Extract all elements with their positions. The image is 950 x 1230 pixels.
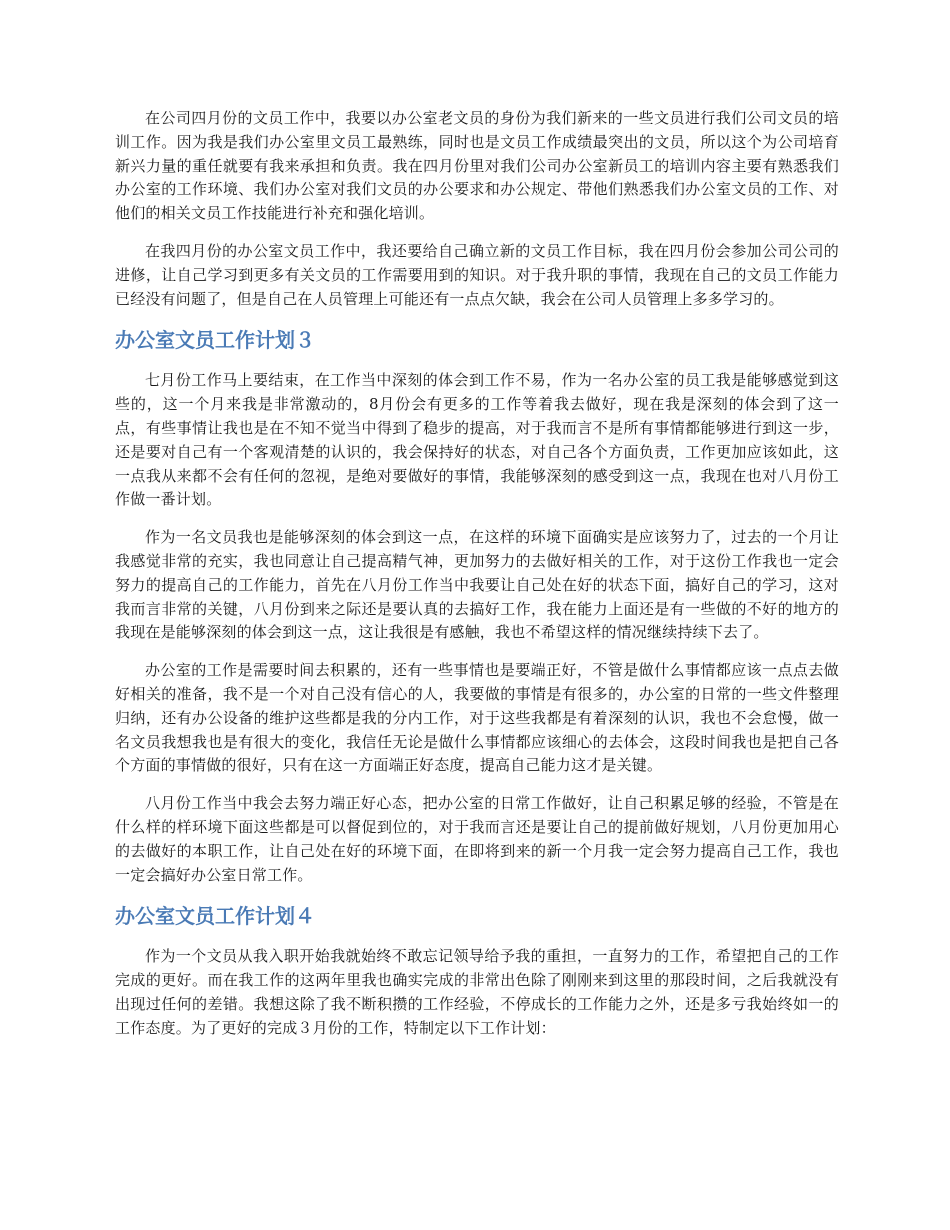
section-plan-3	[115, 325, 839, 887]
paragraph: 办公室的工作是需要时间去积累的，还有一些事情也是要端正好，不管是做什么事情都应该一点点去做好相关的准备，我不是一个对自己没有信心的人，我要做的事情是有很多的，办公室的日常的一些文件整理归纳，还有办公设备的维护这些都是我的分内工作，对于这些我都是有着深刻的认识，我也不会怠慢，做一名文员我想我也是有很大的变化，我信任无论是做什么事情都应该细心的去体会，这段时间我也是把自己各个方面的事情做的很好，只有在这一方面端正好态度，提高自己能力这才是关键。	[115, 661, 839, 775]
paragraph: 在公司四月份的文员工作中，我要以办公室老文员的身份为我们新来的一些文员进行我们公司文员的培训工作。因为我是我们办公室里文员工最熟练，同时也是文员工作成绩最突出的文员，所以这个为公司培育新兴力量的重任就要有我来承担和负责。我在四月份里对我们公司办公室新员工的培训内容主要有熟悉我们办公室的工作环境、我们办公室对我们文员的办公要求和办公规定、带他们熟悉我们办公室文员的工作、对他们的相关文员工作技能进行补充和强化培训。	[115, 109, 839, 223]
paragraph: 在我四月份的办公室文员工作中，我还要给自己确立新的文员工作目标，我在四月份会参加公司公司的进修，让自己学习到更多有关文员的工作需要用到的知识。对于我升职的事情，我现在自己的文员工作能力已经没有问题了，但是自己在人员管理上可能还有一点点欠缺，我会在公司人员管理上多多学习的。	[115, 241, 839, 308]
paragraph: 作为一个文员从我入职开始我就始终不敢忘记领导给予我的重担，一直努力的工作，希望把自己的工作完成的更好。而在我工作的这两年里我也确实完成的非常出色除了刚刚来到这里的那段时间，之后我就没有出现过任何的差错。我想这除了我不断积攒的工作经验，不停成长的工作能力之外，还是多亏我始终如一的工作态度。为了更好的完成３月份的工作，特制定以下工作计划：	[115, 947, 839, 1037]
section-intro	[115, 107, 839, 311]
paragraph: 七月份工作马上要结束，在工作当中深刻的体会到工作不易，作为一名办公室的员工我是能够感觉到这些的，这一个月来我是非常激动的，8月份会有更多的工作等着我去做好，现在我是深刻的体会到了这一点，有些事情让我也是在不知不觉当中得到了稳步的提高，对于我而言不是所有事情都能够进行到这一步，还是要对自己有一个客观清楚的认识的，我会保持好的状态，对自己各个方面负责，工作更加应该如此，这一点我从来都不会有任何的忽视，是绝对要做好的事情，我能够深刻的感受到这一点，我现在也对八月份工作做一番计划。	[115, 371, 839, 509]
paragraph: 八月份工作当中我会去努力端正好心态，把办公室的日常工作做好，让自己积累足够的经验，不管是在什么样的样环境下面这些都是可以督促到位的，对于我而言还是要让自己的提前做好规划，八月份更加用心的去做好的本职工作，让自己处在好的环境下面，在即将到来的新一个月我一定会努力提高自己工作，我也一定会搞好办公室日常工作。	[115, 794, 839, 884]
section-heading: 办公室文员工作计划３	[115, 328, 315, 353]
section-heading: 办公室文员工作计划４	[115, 904, 315, 929]
section-plan-4	[115, 901, 839, 1040]
document-page	[115, 107, 839, 1055]
paragraph: 作为一名文员我也是能够深刻的体会到这一点，在这样的环境下面确实是应该努力了，过去的一个月让我感觉非常的充实，我也同意让自己提高精气神，更加努力的去做好相关的工作，对于这份工作我也一定会努力的提高自己的工作能力，首先在八月份工作当中我要让自己处在好的状态下面，搞好自己的学习，这对我而言非常的关键，八月份到来之际还是要认真的去搞好工作，我在能力上面还是有一些做的不好的地方的我现在是能够深刻的体会到这一点，这让我很是有感触，我也不希望这样的情况继续持续下去了。	[115, 528, 839, 642]
